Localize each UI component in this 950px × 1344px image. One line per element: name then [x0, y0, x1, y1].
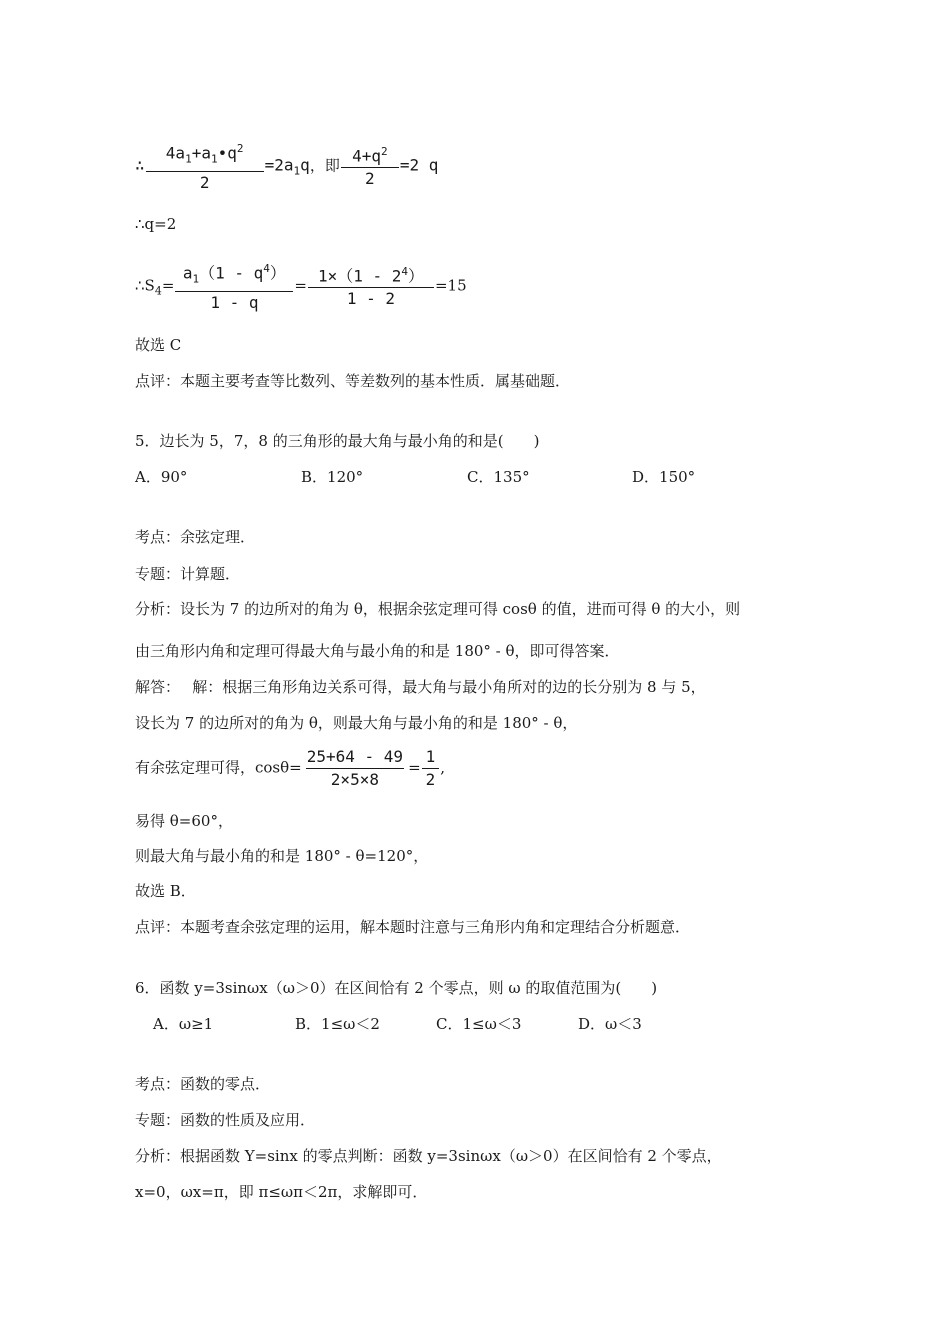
text: 4 [154, 284, 162, 298]
q6-option-d: D．ω＜3 [578, 1015, 642, 1033]
q5-comment: 点评：本题考查余弦定理的运用，解本题时注意与三角形内角和定理结合分析题意． [135, 918, 691, 936]
q5-fenxi-1: 分析：设长为 7 的边所对的角为 θ，根据余弦定理可得 cosθ 的值，进而可得 θ 的大小，则 [135, 600, 741, 618]
q5-kaodian: 考点：余弦定理． [135, 528, 256, 546]
q5-option-c: C．135° [467, 468, 530, 486]
text: 1 [192, 272, 200, 286]
text: = [161, 276, 175, 295]
text: 4a [165, 143, 186, 163]
q6-fenxi-1: 分析：根据函数 Y=sinx 的零点判断：函数 y=3sinωx（ω＞0）在区间恰有 2 个零点， [135, 1147, 722, 1165]
text: 2 [422, 768, 440, 789]
therefore-symbol: ∴ [135, 155, 145, 175]
equation-sum [135, 260, 467, 312]
text: 2 [236, 142, 244, 155]
text: q [300, 155, 310, 175]
q5-option-a: A．90° [135, 468, 188, 486]
text: 4 [263, 262, 270, 275]
q5-cos-equation [135, 748, 445, 789]
text: •q [217, 143, 237, 163]
text: 1 [185, 152, 192, 166]
text: （1 - q [199, 263, 264, 283]
text: 4 [401, 265, 408, 279]
text: =2a [264, 155, 294, 175]
q5-zhuanti: 专题：计算题． [135, 565, 241, 583]
text: = [294, 276, 307, 295]
text: ） [269, 263, 286, 283]
text: = [408, 758, 421, 777]
text: 有余弦定理可得，cosθ= [135, 758, 302, 777]
fraction-cos [303, 748, 407, 789]
text: 1×（1 - 2 [317, 266, 402, 286]
text: 2 [341, 167, 399, 188]
comment-1: 点评：本题主要考查等比数列、等差数列的基本性质．属基础题． [135, 372, 571, 390]
text: a [182, 263, 193, 283]
q5-option-d: D．150° [632, 468, 696, 486]
q5-fenxi-2: 由三角形内角和定理可得最大角与最小角的和是 180° - θ，即可得答案． [135, 642, 620, 660]
question-5-stem: 5．边长为 5，7，8 的三角形的最大角与最小角的和是( ) [135, 432, 540, 450]
q6-option-c: C．1≤ω＜3 [436, 1015, 522, 1033]
q5-option-b: B．120° [301, 468, 364, 486]
q6-option-b: B．1≤ω＜2 [295, 1015, 380, 1033]
text: =15 [434, 276, 467, 295]
text: 2 [380, 145, 388, 159]
q5-jieda-2: 设长为 7 的边所对的角为 θ，则最大角与最小角的和是 180° - θ， [135, 714, 578, 732]
q5-choice: 故选 B． [135, 882, 196, 900]
fraction-4 [308, 263, 434, 308]
q6-zhuanti: 专题：函数的性质及应用． [135, 1111, 316, 1129]
text: ，即 [309, 156, 340, 175]
q6-option-a: A．ω≥1 [153, 1015, 214, 1033]
text: 2×5×8 [306, 768, 404, 789]
fraction-2 [341, 143, 399, 188]
text: 25+64 - 49 [306, 747, 404, 766]
text: +a [191, 143, 211, 163]
question-6-stem: 6．函数 y=3sinωx（ω＞0）在区间恰有 2 个零点，则 ω 的取值范围为( ) [135, 979, 658, 997]
equation-ratio [135, 140, 438, 192]
text: 2 [146, 171, 264, 192]
text: 4+q [352, 146, 381, 166]
q5-jieda-1: 解答： 解：根据三角形角边关系可得，最大角与最小角所对的边的长分别为 8 与 5， [135, 678, 706, 696]
text: 1 - q [175, 291, 293, 312]
text: ） [408, 266, 425, 286]
equation-q: ∴q=2 [135, 215, 177, 233]
fraction-3 [175, 260, 293, 312]
text: 1 [210, 152, 218, 166]
q5-yide: 易得 θ=60°， [135, 812, 233, 830]
text: ∴S [135, 276, 155, 295]
text: 1 - 2 [308, 287, 434, 308]
choice-c: 故选 C [135, 336, 182, 354]
q6-kaodian: 考点：函数的零点． [135, 1075, 271, 1093]
fraction-half [422, 748, 440, 789]
text: 1 [293, 164, 301, 178]
text: 1 [425, 747, 436, 766]
fraction-1 [146, 140, 264, 192]
q6-fenxi-2: x=0，ωx=π，即 π≤ωπ＜2π，求解即可． [135, 1183, 428, 1201]
text: , [440, 758, 446, 777]
q5-ze: 则最大角与最小角的和是 180° - θ=120°， [135, 847, 429, 865]
text: =2 q [399, 155, 439, 175]
